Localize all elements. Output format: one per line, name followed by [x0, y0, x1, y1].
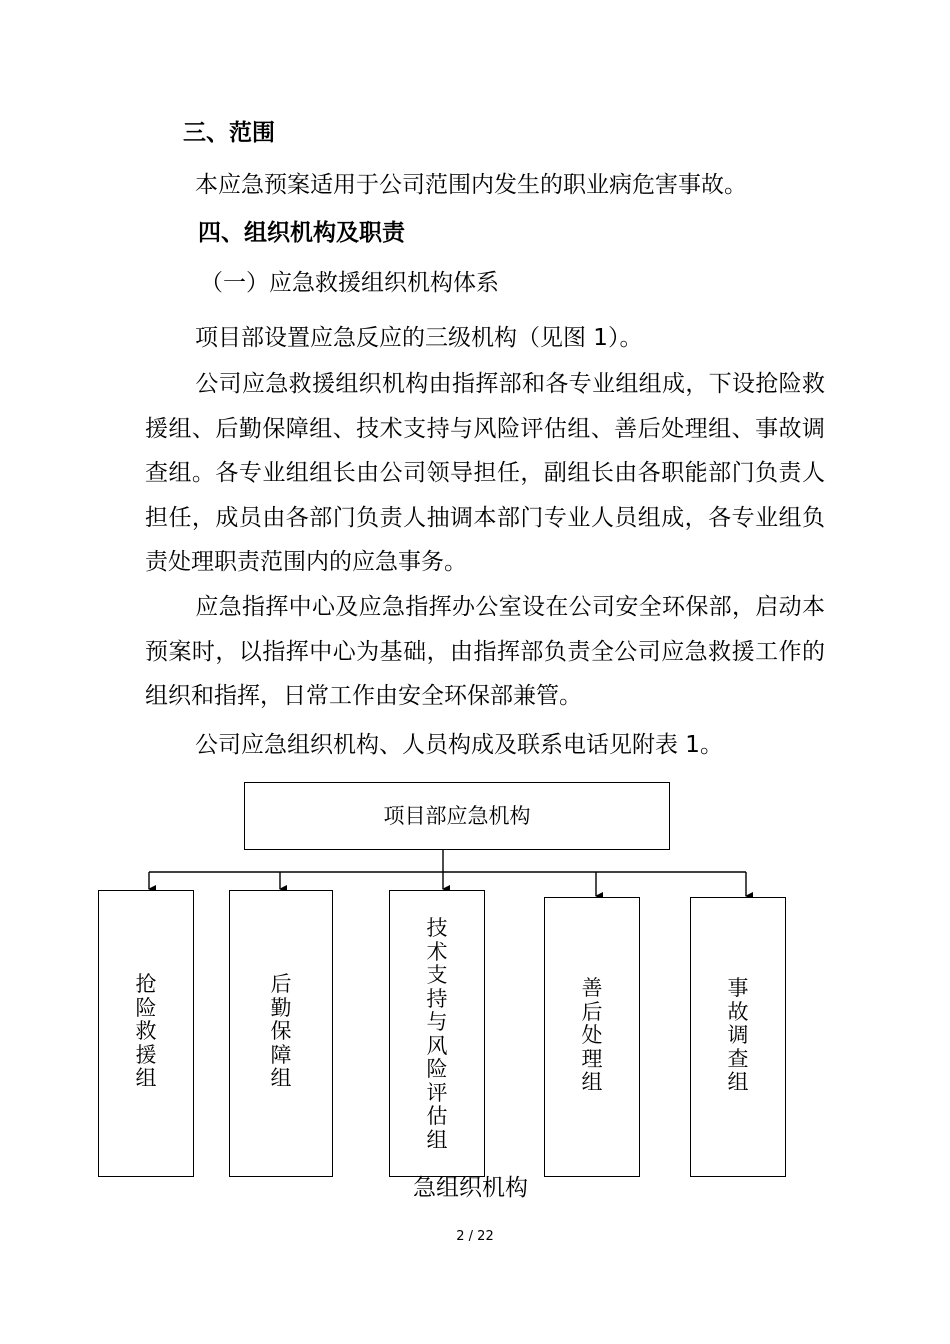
- paragraph-1: 项目部设置应急反应的三级机构（见图 1）。: [195, 325, 643, 351]
- root-node-label: 项目部应急机构: [383, 804, 531, 828]
- group-node-aftermath: [544, 897, 640, 1177]
- scope-text: 本应急预案适用于公司范围内发生的职业病危害事故。: [195, 172, 747, 198]
- root-node: [244, 782, 670, 850]
- group-node-logistics: [229, 890, 333, 1177]
- group-node-tech-risk: [389, 890, 485, 1177]
- group-label-tech-risk: 技 术 支 持 与 风 险 评 估 组: [426, 916, 448, 1152]
- paragraph-4: 公司应急组织机构、人员构成及联系电话见附表 1。: [195, 732, 723, 758]
- group-label-logistics: 后 勤 保 障 组: [270, 972, 292, 1090]
- sub-heading: （一）应急救援组织机构体系: [200, 270, 499, 296]
- figure-caption: 急组织机构: [413, 1175, 528, 1201]
- group-node-investigation: [690, 897, 786, 1177]
- group-label-rescue: 抢 险 救 援 组: [135, 972, 157, 1090]
- paragraph-3-text: 应急指挥中心及应急指挥办公室设在公司安全环保部，启动本预案时，以指挥中心为基础，由指挥部负责全公司应急救援工作的组织和指挥，日常工作由安全环保部兼管。: [145, 594, 825, 709]
- group-node-rescue: [98, 890, 194, 1177]
- group-label-aftermath: 善 后 处 理 组: [581, 976, 603, 1094]
- paragraph-2-text: 公司应急救援组织机构由指挥部和各专业组组成，下设抢险救援组、后勤保障组、技术支持与风险评估组、善后处理组、事故调查组。各专业组组长由公司领导担任，副组长由各职能部门负责人担任，成员由各部门负责人抽调本部门专业人员组成，各专业组负责处理职责范围内的应急事务。: [145, 371, 825, 575]
- org-heading: 四、组织机构及职责: [198, 220, 405, 246]
- page-number: 2 / 22: [456, 1229, 494, 1244]
- group-label-investigation: 事 故 调 查 组: [727, 976, 749, 1094]
- scope-heading: 三、范围: [183, 120, 275, 146]
